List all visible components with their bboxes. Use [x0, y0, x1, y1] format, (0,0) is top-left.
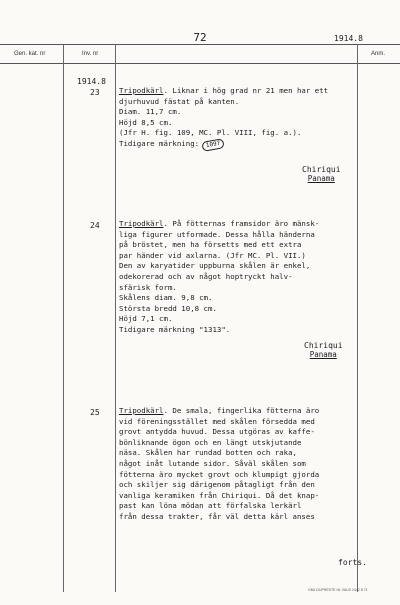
- text-line: vanliga keramiken från Chiriqui. Då det knap-: [119, 490, 320, 500]
- text-line: Den av karyatider uppburna skålen är enkel,: [119, 261, 311, 271]
- column-divider-2: [115, 44, 116, 592]
- text-line: och skiljer sig därigenom påtagligt från den: [119, 480, 315, 490]
- location-region: Chiriqui: [304, 341, 343, 350]
- text-line: vid föreningsstället med skålen försedda med: [119, 416, 315, 426]
- text-line: på bröstet, men ha försetts med ett extra: [119, 240, 302, 250]
- location-23: [302, 165, 341, 183]
- printer-footer: GML DUPRESTE HL VAUX 2442 8 71: [308, 588, 368, 592]
- text-line: [119, 219, 381, 230]
- marking-stamp: 1097: [201, 138, 225, 152]
- entry-23-text: [119, 86, 381, 150]
- column-header-inv: Inv. nr: [82, 51, 99, 57]
- text-line: fötterna äro mycket grovt och klumpigt gjorda: [119, 469, 320, 479]
- location-region: Chiriqui: [302, 165, 341, 174]
- page-number: 72: [193, 31, 207, 44]
- text-line: Höjd 7,1 cm.: [119, 314, 173, 324]
- text-line: näsa. Skålen har rundad botten och raka,: [119, 448, 297, 458]
- text-line: par händer vid axlarna. (Jfr MC. Pl. VII.): [119, 250, 306, 260]
- location-24: [304, 341, 343, 359]
- text-line: (Jfr H. fig. 109, MC. Pl. VIII, fig. a.).: [119, 128, 302, 138]
- page-year: 1914.8: [334, 34, 363, 43]
- text-line: Diam. 11,7 cm.: [119, 107, 182, 117]
- text-line: djurhuvud fästat på kanten.: [119, 96, 240, 106]
- header-top-rule: [0, 44, 400, 45]
- entry-title: Tripodkärl: [119, 86, 164, 95]
- entry-number-24: 24: [90, 221, 100, 230]
- entry-24-text: [119, 219, 381, 336]
- entry-number-23: 23: [90, 88, 100, 97]
- text-line: Höjd 8,5 cm.: [119, 117, 173, 127]
- column-header-gen-kat: Gen. kat. nr: [14, 51, 46, 57]
- title-line-rest: . De smala, fingerlika fötterna äro: [163, 406, 320, 415]
- entry-year: 1914.8: [77, 77, 106, 86]
- location-country: Panama: [309, 350, 337, 359]
- previous-marking-label: Tidigare märkning:: [119, 138, 200, 148]
- entry-25-text: [119, 406, 381, 523]
- entry-number-25: 25: [90, 408, 100, 417]
- text-line: Skålens diam. 9,8 cm.: [119, 293, 213, 303]
- continued-note: forts.: [338, 558, 367, 567]
- header-bottom-rule: [0, 63, 400, 64]
- location-country: Panama: [307, 174, 335, 183]
- title-line-rest: . På fötternas framsidor äro mänsk-: [163, 219, 320, 228]
- text-line: Tidigare märkning "1313".: [119, 324, 231, 334]
- entry-title: Tripodkärl: [119, 406, 164, 415]
- column-header-anm: Anm.: [371, 51, 386, 57]
- text-line: liga figurer utformade. Dessa hålla händerna: [119, 229, 315, 239]
- text-line: bönliknande ögon och en längt utskjutande: [119, 437, 302, 447]
- text-line: Största bredd 10,8 cm.: [119, 303, 217, 313]
- title-line-rest: . Liknar i hög grad nr 21 men har ett: [163, 86, 329, 95]
- column-divider-1: [63, 44, 64, 592]
- text-line: något inåt lutande sidor. Såväl skålen som: [119, 458, 306, 468]
- text-line: sfärisk form.: [119, 282, 177, 292]
- text-line: past kan löna mödan att förfalska lerkärl: [119, 501, 302, 511]
- text-line: [119, 86, 381, 97]
- text-line: odekorerad och av något hoptryckt halv-: [119, 271, 293, 281]
- text-line: [119, 139, 381, 150]
- text-line: [119, 406, 381, 417]
- text-line: grovt antydda huvud. Dessa utgöras av kaffe-: [119, 427, 315, 437]
- entry-title: Tripodkärl: [119, 219, 164, 228]
- text-line: från dessa trakter, får väl detta kärl anses: [119, 511, 315, 521]
